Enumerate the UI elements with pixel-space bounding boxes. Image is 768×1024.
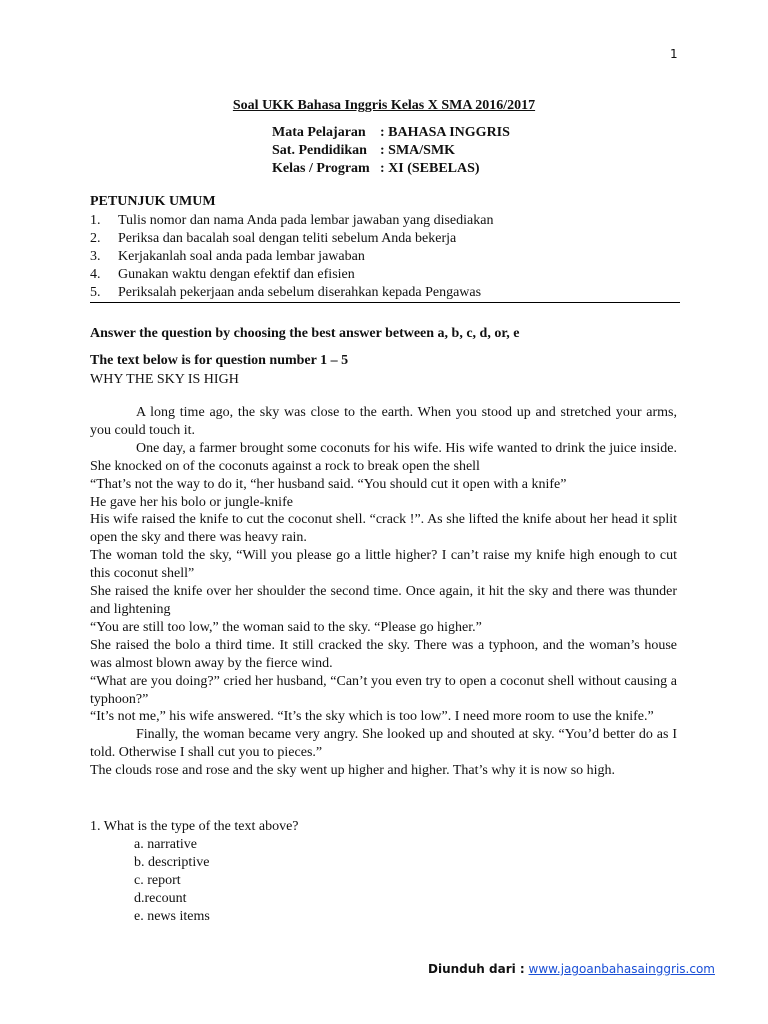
- story-paragraph: “What are you doing?” cried her husband, “Can’t you even try to open a coconut shell without causing a typhoon?”: [90, 673, 677, 707]
- option-d: d.recount: [134, 891, 187, 906]
- footer: [428, 962, 715, 976]
- footer-label: Diunduh dari :: [428, 962, 525, 976]
- item-text: Tulis nomor dan nama Anda pada lembar jawaban yang disediakan: [118, 213, 494, 228]
- option-e: e. news items: [134, 909, 210, 924]
- meta-key: Kelas / Program: [272, 161, 370, 176]
- story-paragraph: She raised the knife over her shoulder the second time. Once again, it hit the sky and there was thunder and lightening: [90, 584, 677, 617]
- story-paragraph: The clouds rose and rose and the sky went up higher and higher. That’s why it is now so high.: [90, 763, 616, 779]
- meta-value: : BAHASA INGGRIS: [380, 125, 510, 140]
- question-text: 1. What is the type of the text above?: [90, 819, 299, 834]
- meta-value: : SMA/SMK: [380, 143, 456, 158]
- document-title: Soal UKK Bahasa Inggris Kelas X SMA 2016/2017: [232, 98, 536, 113]
- story-paragraph: “You are still too low,” the woman said to the sky. “Please go higher.”: [90, 619, 482, 635]
- item-number: 3.: [90, 249, 101, 264]
- story-paragraph: He gave her his bolo or jungle-knife: [90, 494, 293, 510]
- instructions-list: [90, 212, 680, 302]
- question-1: [90, 818, 299, 926]
- story-paragraph: The woman told the sky, “Will you please go a little higher? I can’t raise my knife high enough to cut this coconut shell”: [90, 548, 677, 582]
- meta-row-subject: [272, 124, 510, 142]
- story-paragraph: One day, a farmer brought some coconuts for his wife. His wife wanted to drink the juice inside. She knocked on of the coconuts against a rock to break open the shell: [90, 440, 677, 474]
- item-number: 5.: [90, 285, 101, 300]
- page-number: 1: [670, 47, 678, 61]
- list-item: [90, 230, 680, 248]
- source-link[interactable]: www.jagoanbahasainggris.com: [528, 962, 715, 976]
- meta-key: Sat. Pendidikan: [272, 143, 367, 158]
- answer-options: [134, 836, 299, 926]
- meta-row-education-unit: [272, 142, 510, 160]
- item-text: Periksalah pekerjaan anda sebelum diserahkan kepada Pengawas: [118, 285, 482, 300]
- story-paragraph: “It’s not me,” his wife answered. “It’s the sky which is too low”. I need more room to use the knife.”: [90, 709, 654, 725]
- meta-row-class: [272, 160, 510, 178]
- meta-value: : XI (SEBELAS): [380, 161, 480, 176]
- question-instruction: Answer the question by choosing the best answer between a, b, c, d, or, e: [90, 326, 520, 341]
- story-paragraph: “That’s not the way to do it, “her husband said. “You should cut it open with a knife”: [90, 476, 567, 492]
- option-b: b. descriptive: [134, 855, 210, 870]
- list-item: [90, 212, 680, 230]
- divider: [90, 302, 680, 303]
- story-title: WHY THE SKY IS HIGH: [90, 372, 239, 387]
- instructions-heading: PETUNJUK UMUM: [90, 194, 216, 209]
- option-c: c. report: [134, 873, 181, 888]
- meta-key: Mata Pelajaran: [272, 125, 366, 140]
- text-reference: The text below is for question number 1 – 5: [90, 353, 349, 368]
- story-paragraph: A long time ago, the sky was close to the earth. When you stood up and stretched your arms, you could touch it.: [90, 405, 677, 438]
- story-paragraph: Finally, the woman became very angry. She looked up and shouted at sky. “You’d better do as I told. Otherwise I shall cut you to pieces.”: [90, 727, 677, 761]
- item-number: 1.: [90, 213, 101, 228]
- list-item: [90, 284, 680, 302]
- item-number: 4.: [90, 267, 101, 282]
- item-text: Kerjakanlah soal anda pada lembar jawaban: [118, 249, 365, 264]
- subject-info: [272, 124, 510, 178]
- item-text: Gunakan waktu dengan efektif dan efisien: [118, 267, 355, 282]
- list-item: [90, 266, 680, 284]
- item-number: 2.: [90, 231, 101, 246]
- option-a: a. narrative: [134, 837, 197, 852]
- list-item: [90, 248, 680, 266]
- story-paragraph: She raised the bolo a third time. It still cracked the sky. There was a typhoon, and the woman’s house was almost blown away by the fierce wind.: [90, 637, 677, 671]
- story-text: [90, 404, 677, 780]
- item-text: Periksa dan bacalah soal dengan teliti sebelum Anda bekerja: [118, 231, 457, 246]
- story-paragraph: His wife raised the knife to cut the coconut shell. “crack !”. As she lifted the knife about her head it split open the sky and there was heavy rain.: [90, 512, 677, 546]
